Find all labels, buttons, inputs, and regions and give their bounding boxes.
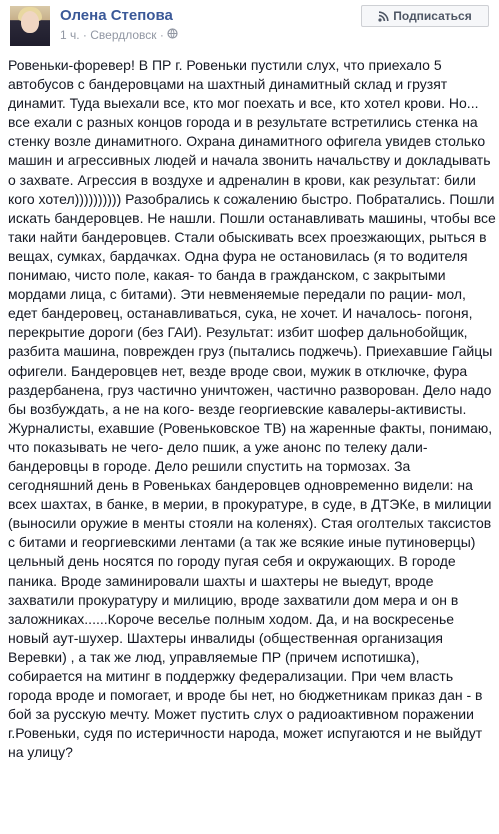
post-meta [60,28,178,42]
subscribe-button[interactable] [361,5,489,27]
post-meta-text[interactable]: 1 ч. · Свердловск · [60,28,164,42]
rss-icon [378,11,389,22]
post-body [8,56,496,762]
globe-icon[interactable] [167,28,178,42]
subscribe-label: Подписаться [393,9,472,23]
avatar[interactable] [10,6,50,46]
post-text: Ровеньки-форевер! В ПР г. Ровеньки пустили слух, что приехало 5 автобусов с бандеровцами на шахтный динамитный склад и грузят динамит. Туда выехали все, кто мог поехать и все, кто хотел крови. Но... все ехали с разных концов города и в результате встретились стенка на стенку возле динамитного. Охрана динамитного офигела увидев столько машин и агрессивных людей и начала звонить начальству и докладывать о захвате. Агрессия в воздухе и адреналин в крови, как результат: били кого хотел)))))))))) Разобрались к сожалению быстро. Побратались. Пошли искать бандеровцев. Не нашли. Пошли останавливать машины, чтобы все таки найти бандеровцев. Стали обыскивать всех проезжающих, рыться в вещах, сумках, бардачках. Одна фура не остановилась (я то водителя понимаю, чисто поле, какая- то банда в гражданском, с закрытыми мордами лица, с битами). Эти невменяемые передали по рации- мол, едет бандеровец, останавливаться, сука, не хочет. И началось- погоня, перекрытие дороги (без ГАИ). Результат: избит шофер дальнобойщик, разбита машина, поврежден груз (пытались поджечь). Приехавшие Гайцы офигели. Бандеровцев нет, везде вроде свои, мужик в отключке, фура раздербанена, груз частично уничтожен, частично разворован. Дело надо бы возбуждать, а не на кого- везде георгиевские кавалеры-активисты. Журналисты, ехавшие (Ровеньковское ТВ) на жаренные факты, понимаю, что показывать не чего- дело пшик, а уже анонс по телеку дали- бандеровцы в городе. Дело решили спустить на тормозах. За сегодняшний день в Ровеньках бандеровцев одновременно видели: на всех шахтах, в банке, в мерии, в прокуратуре, в суде, в ДТЭКе, в милиции (выносили оружие в менты стояли на коленях). Стая оголтелых таксистов с битами и георгиевскими лентами (а так же всякие иные путиноверцы) цельный день носятся по городу пугая себя и окружающих. В городе паника. Вроде заминировали шахты и шахтеры не выедут, вроде захватили прокуратуру и милицию, вроде захватили дом мера и он в заложниках......Короче веселье полным ходом. Да, и на воскресенье новый аут-шухер. Шахтеры инвалиды (общественная организация Веревки) , а так же люд, управляемые ПР (причем испотишка), собирается на митинг в поддержку федерализации. При чем власть города вроде и помогает, и вроде бы нет, но бюджетникам приказ дан - в бой за русскую мечту. Может пустить слух о радиоактивном поражении г.Ровеньки, судя по истеричности народа, может испугаются и не выйдут на улицу? [8,57,496,761]
avatar-face [21,11,39,33]
author-name[interactable]: Олена Степова [60,7,173,24]
post-header [0,0,499,56]
